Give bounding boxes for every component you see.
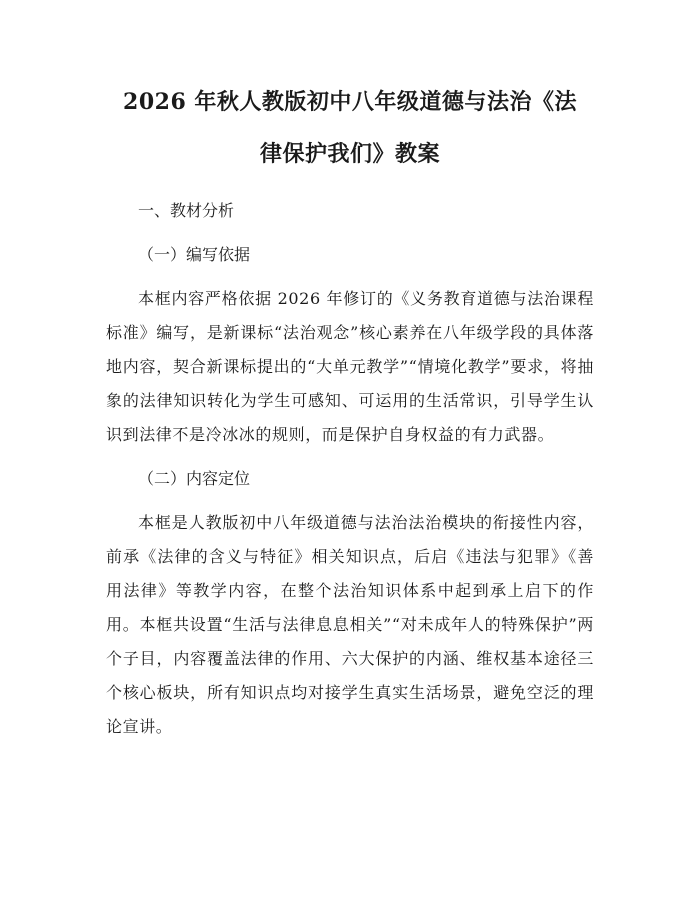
section-heading-textbook-analysis: 一、教材分析 [138,201,235,220]
title-line-2: 律保护我们》教案 [259,141,440,167]
paragraph-positioning: 本框是人教版初中八年级道德与法治法治模块的衔接性内容，前承《法律的含义与特征》相关知识点，后启《违法与犯罪》《善用法律》等教学内容，在整个法治知识体系中起到承上启下的作用。本框共设置“生活与法律息息相关”“对未成年人的特殊保护”两个子目，内容覆盖法律的作用、六大保护的内涵、维权基本途径三个核心板块，所有知识点均对接学生真实生活场景，避免空泛的理论宣讲。 [106,513,594,736]
subsection-heading-basis: （一）编写依据 [138,245,251,264]
title-line-1: 2026 年秋人教版初中八年级道德与法治《法 [123,89,577,115]
document-title [106,0,594,180]
subsection-heading-positioning: （二）内容定位 [138,469,251,488]
paragraph-basis: 本框内容严格依据 2026 年修订的《义务教育道德与法治课程标准》编写，是新课标“法治观念”核心素养在八年级学段的具体落地内容，契合新课标提出的“大单元教学”“情境化教学”要求，将抽象的法律知识转化为学生可感知、可运用的生活常识，引导学生认识到法律不是冷冰冰的规则，而是保护自身权益的有力武器。 [106,289,594,444]
